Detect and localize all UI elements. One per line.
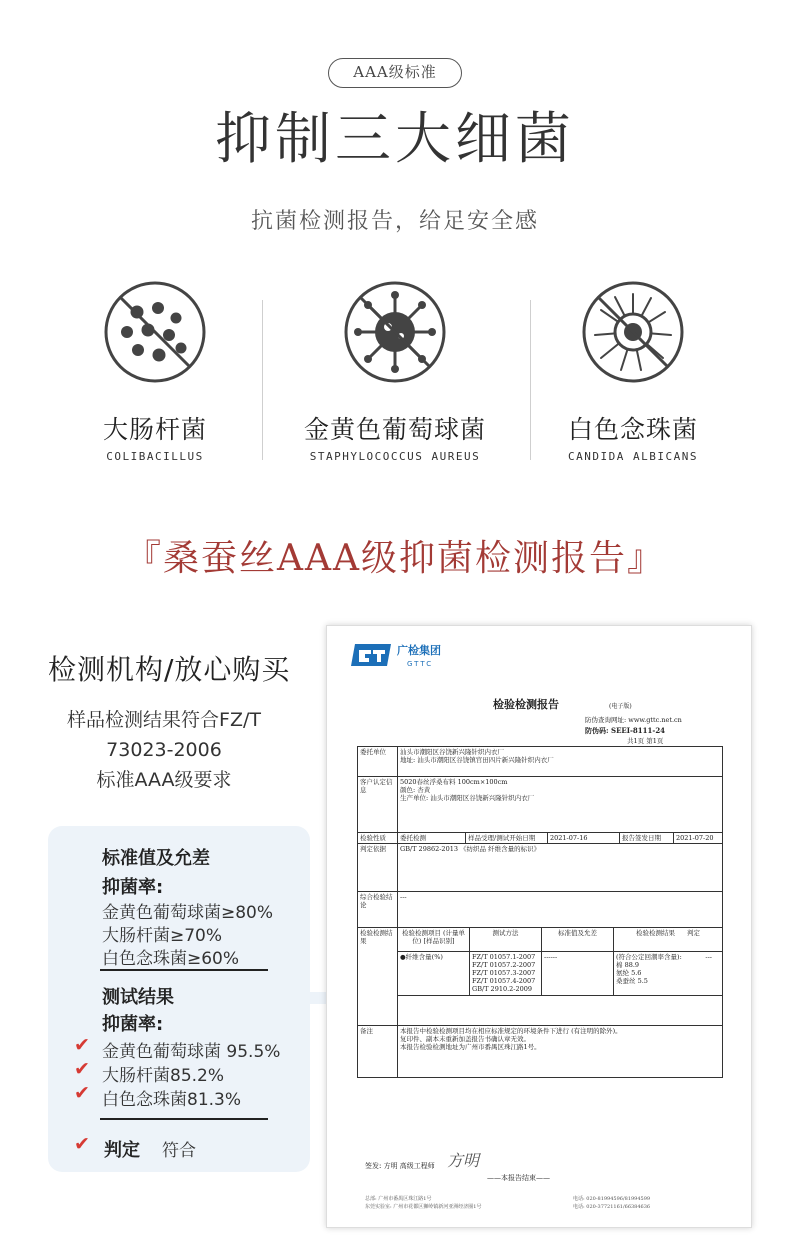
sample-label: 客户认定信息 [358,777,398,833]
row-results [616,953,682,985]
sample-line: 生产单位: 汕头市潮阳区谷饶新兴隆针织内衣厂 [400,794,535,802]
conclusion-label: 综合检验结论 [358,892,398,928]
result-value: 白色念珠菌81.3% [102,1090,242,1110]
remark-line: 复印件、副本未重新加盖报告书确认章无效。 [400,1035,530,1043]
signer: 签发: 方明 高级工程师 [365,1162,435,1170]
column-item: 检验检测项目 (计量单位) [样品识别] [398,928,470,952]
empty-row [398,996,723,1026]
column-result: 检验检测结果 [635,929,675,937]
institution-title: 检测机构/放心购买 [48,653,291,686]
bacteria-item-staphylococcus [285,280,505,463]
client-name: 汕头市潮阳区谷饶新兴隆针织内衣厂 [400,748,504,756]
standard-value: 大肠杆菌≥70% [102,926,223,946]
logo-text-en: GTTC [407,660,434,668]
row-judge: --- [705,953,712,961]
method-line: FZ/T 01057.4-2007 [472,977,536,985]
document-title: 检验检测报告 [493,698,559,711]
nature-row [398,833,723,844]
remark-line: 本报告中检验检测项目均在相应标准规定的环境条件下进行 (有注明的除外)。 [400,1027,622,1035]
method-line: FZ/T 01057.2-2007 [472,961,536,969]
divider [100,1118,268,1120]
nature-label: 检验性质 [358,833,398,844]
conclusion-value: --- [398,892,723,928]
client-label: 委托单位 [358,747,398,777]
client-info [398,747,723,777]
rate-label: 抑菌率: [102,1014,164,1035]
gttc-logo-icon [349,642,393,668]
basis-label: 判定依据 [358,844,398,892]
staphylococcus-icon [343,280,447,384]
verdict-value: 符合 [162,1141,196,1161]
logo-text-cn: 广检集团 [397,644,441,657]
column-standard: 标准值及允差 [542,928,614,952]
client-address: 地址: 汕头市潮阳区谷饶镇官田四片新兴隆针织内衣厂 [400,756,554,764]
rate-label: 抑菌率: [102,877,164,898]
page-title: 抑制三大细菌 [215,107,575,172]
description-line: 73023-2006 [106,739,222,761]
issued-label: 报告签发日期 [620,833,674,843]
result-line: (符合公定回潮率含量): [616,953,682,961]
received-value: 2021-07-16 [548,833,620,843]
bacteria-item-colibacillus [45,280,265,463]
standard-badge: AAA级标准 [328,58,462,88]
footer-address: 总部: 广州市番禺区珠江路1号 [365,1196,432,1202]
bacteria-name-en: COLIBACILLUS [106,450,204,463]
issued-value: 2021-07-20 [676,834,714,842]
test-report-document [326,625,752,1228]
description-line: 标准AAA级要求 [96,769,232,791]
bacteria-name-cn: 金黄色葡萄球菌 [303,415,486,444]
result-line: 棉 88.9 [616,961,640,969]
sample-line: 颜色: 杏黄 [400,786,431,794]
divider [100,969,268,971]
result-line: 氨纶 5.6 [616,969,642,977]
result-line: 桑蚕丝 5.5 [616,977,648,985]
sample-line: 5020春丝浮桑布料 100cm×100cm [400,778,508,786]
colibacillus-icon [103,280,207,384]
result-value: 金黄色葡萄球菌 95.5% [102,1042,281,1062]
anti-fake-code: 防伪码: SEEI-8111-24 [585,726,666,735]
bacteria-name-cn: 白色念珠菌 [567,415,698,444]
bacteria-item-candida [523,280,743,463]
page-subtitle: 抗菌检测报告，给足安全感 [250,209,539,234]
candida-icon [581,280,685,384]
row-item: ●纤维含量(%) [398,952,470,996]
report-end-mark: ——本报告结束—— [487,1174,550,1182]
divider [262,300,263,460]
result-value: 大肠杆菌85.2% [102,1066,225,1086]
row-standard: ------ [542,952,614,996]
standard-value: 白色念珠菌≥60% [102,949,240,969]
row-methods [470,952,542,996]
column-method: 测试方法 [470,928,542,952]
received-label: 样品受理/测试开始日期 [466,833,548,843]
page-number: 共1页 第1页 [627,737,664,745]
basis-value: GB/T 29862-2013 《纺织品 纤维含量的标识》 [398,844,723,892]
column-judge: 判定 [687,929,701,937]
report-table [357,746,723,1078]
row-result-judge [614,952,723,996]
method-line: FZ/T 01057.3-2007 [472,969,536,977]
standard-value: 金黄色葡萄球菌≥80% [102,903,274,923]
method-line: FZ/T 01057.1-2007 [472,953,536,961]
sample-info [398,777,723,833]
footer-address: 东莞实验室: 广州市花都区狮岭镇新河亚洲经济圈1号 [365,1204,482,1210]
check-icon: ✔ [74,1034,90,1056]
bacteria-name-cn: 大肠杆菌 [102,415,207,444]
check-icon: ✔ [74,1133,90,1155]
query-site: 防伪查询网址: www.gttc.net.cn [585,716,682,724]
signature: 方明 [447,1151,480,1170]
spec-card [48,826,310,1172]
result-label: 检验检测结果 [358,928,398,1026]
footer-phone: 电话: 020-81994596/81994599 [573,1196,651,1202]
remark-line: 本报告检验检测地址为广州市番禺区珠江路1号。 [400,1043,541,1051]
nature-value: 委托检测 [398,833,466,843]
method-line: GB/T 2910.2-2009 [472,985,533,993]
institution-description [48,705,280,795]
standard-heading: 标准值及允差 [102,848,210,869]
description-line: 样品检测结果符合FZ/T [67,709,261,731]
report-end-text: 本报告结束 [501,1174,536,1182]
bacteria-name-en: CANDIDA ALBICANS [568,450,698,463]
remark-text [398,1026,723,1078]
result-heading: 测试结果 [102,987,174,1008]
footer-phone: 电话: 020-37721161/66384636 [573,1204,651,1210]
report-section-title: 『桑蚕丝AAA级抑菌检测报告』 [125,538,665,579]
verdict-label: 判定 [104,1140,140,1161]
column-result-judge [614,928,723,952]
check-icon: ✔ [74,1082,90,1104]
document-edition: (电子版) [609,703,632,710]
check-icon: ✔ [74,1058,90,1080]
bacteria-name-en: STAPHYLOCOCCUS AUREUS [309,450,481,463]
remark-label: 备注 [358,1026,398,1078]
